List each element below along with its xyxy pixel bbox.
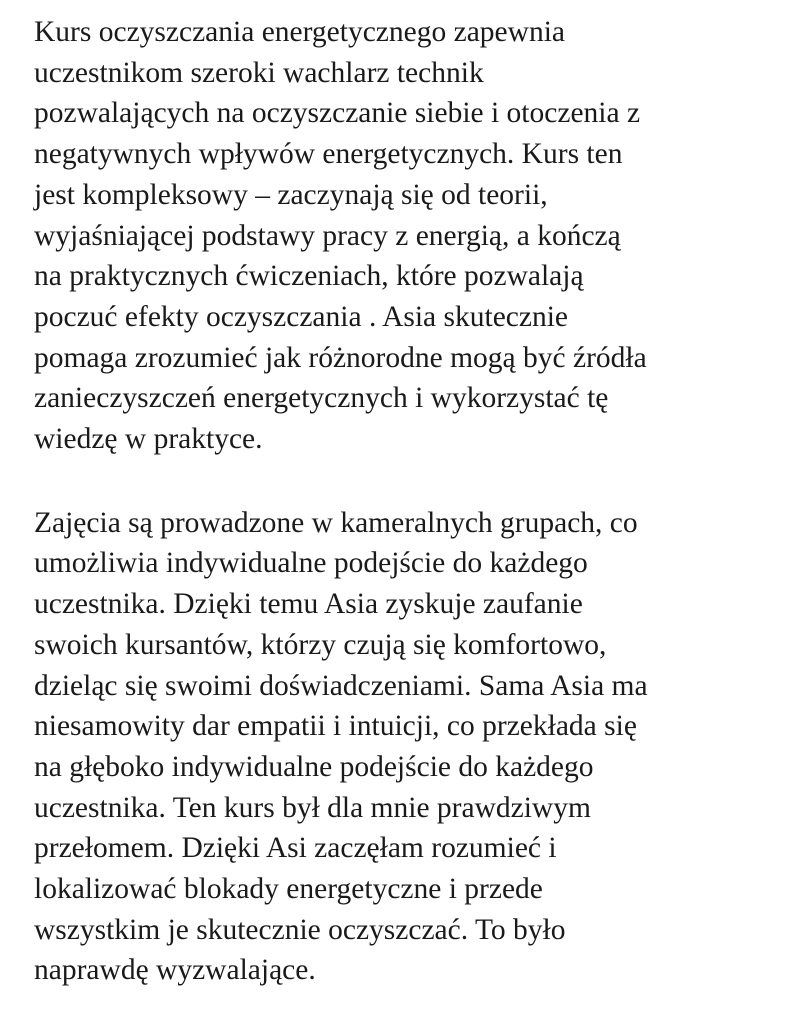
- text-line: na praktycznych ćwiczeniach, które pozwalają: [34, 260, 584, 293]
- text-line: zanieczyszczeń energetycznych i wykorzystać tę: [34, 382, 609, 415]
- text-line: Zajęcia są prowadzone w kameralnych grupach, co: [34, 506, 638, 539]
- text-line: swoich kursantów, którzy czują się komfortowo,: [34, 628, 607, 661]
- text-line: negatywnych wpływów energetycznych. Kurs ten: [34, 138, 623, 171]
- text-line: pomaga zrozumieć jak różnorodne mogą być źródła: [34, 341, 647, 374]
- text-line: umożliwia indywidualne podejście do każdego: [34, 547, 588, 580]
- text-line: na głęboko indywidualne podejście do każdego: [34, 750, 594, 783]
- paragraph-2: [34, 503, 779, 991]
- text-line: dzieląc się swoimi doświadczeniami. Sama Asia ma: [34, 669, 648, 702]
- text-line: uczestnika. Ten kurs był dla mnie prawdziwym: [34, 791, 591, 824]
- paragraph-1: [34, 12, 779, 460]
- text-line: poczuć efekty oczyszczania . Asia skutecznie: [34, 300, 569, 333]
- text-line: Kurs oczyszczania energetycznego zapewnia: [34, 16, 565, 48]
- text-line: uczestnikom szeroki wachlarz technik: [34, 56, 484, 89]
- text-line: przełomem. Dzięki Asi zaczęłam rozumieć i: [34, 832, 557, 865]
- text-line: niesamowity dar empatii i intuicji, co przekłada się: [34, 710, 637, 743]
- text-line: jest kompleksowy – zaczynają się od teorii,: [34, 178, 548, 211]
- text-line: pozwalających na oczyszczanie siebie i otoczenia z: [34, 97, 641, 130]
- text-line: wyjaśniającej podstawy pracy z energią, a kończą: [34, 219, 621, 252]
- text-line: wszystkim je skutecznie oczyszczać. To było: [34, 913, 566, 946]
- text-line: naprawdę wyzwalające.: [34, 954, 316, 987]
- text-line: lokalizować blokady energetyczne i przede: [34, 873, 543, 906]
- document-body: [34, 12, 779, 991]
- text-line: wiedzę w praktyce.: [34, 423, 263, 456]
- text-line: uczestnika. Dzięki temu Asia zyskuje zaufanie: [34, 588, 583, 621]
